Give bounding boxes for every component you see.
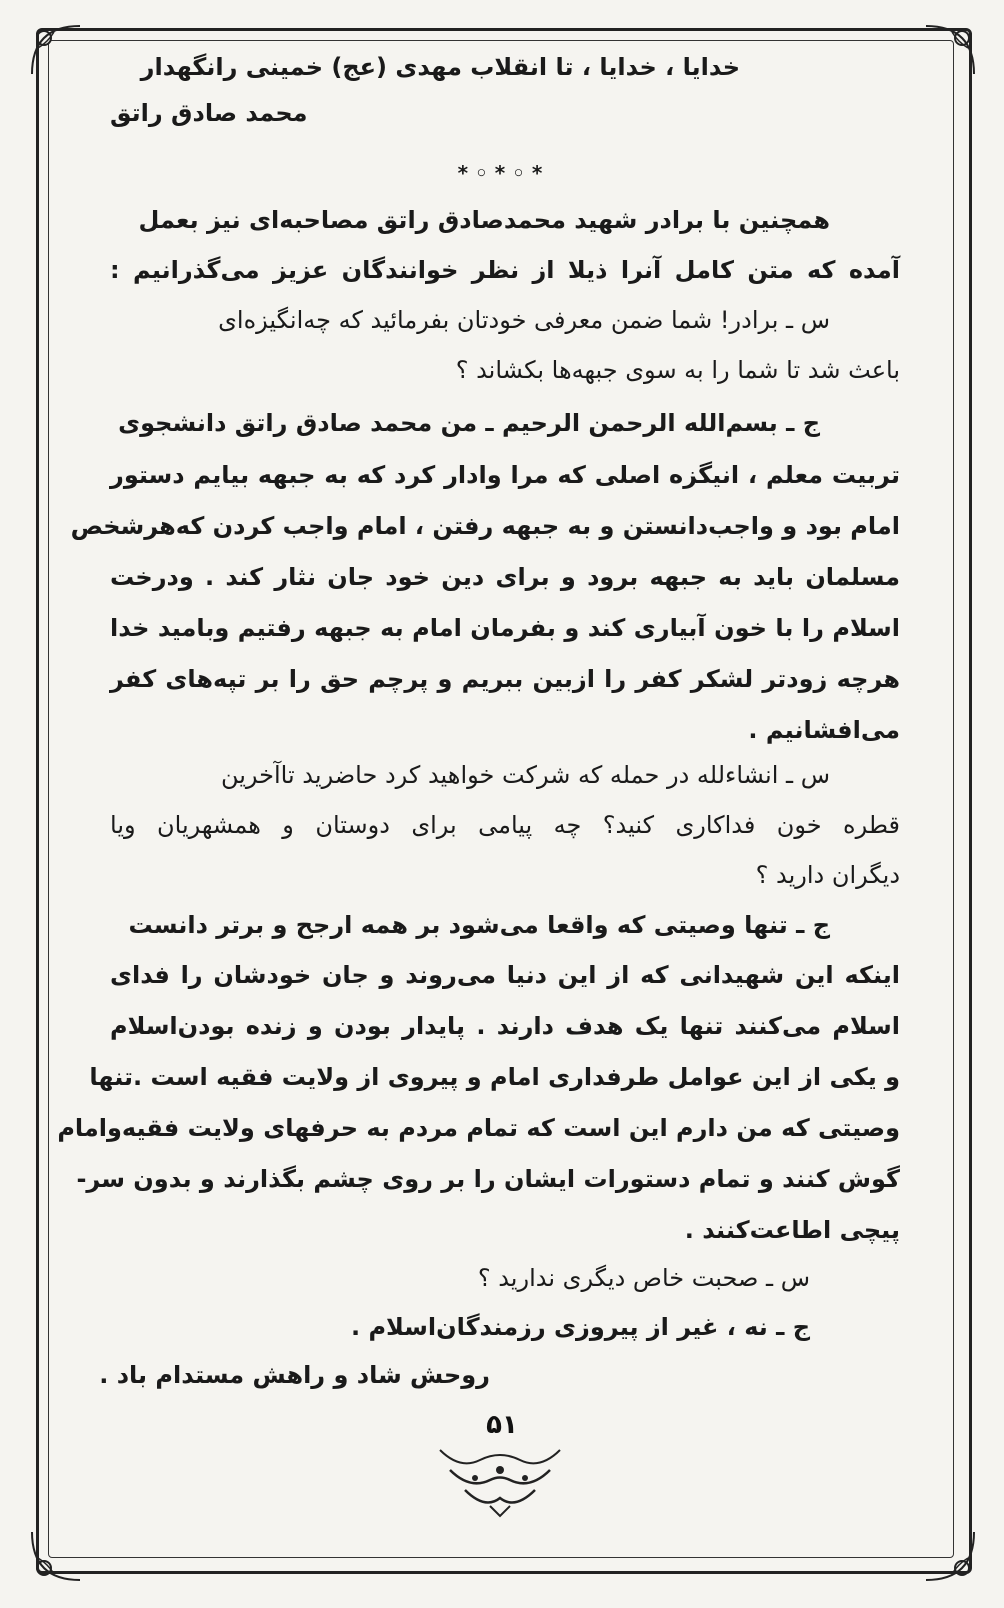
answer-line: هرچه زودتر لشکر کفر را ازبین ببریم و پرچم حق را بر تپه‌های کفر — [110, 665, 900, 693]
question-line: س ـ انشاءلله در حمله که شرکت خواهید کرد حاضرید تاآخرین — [220, 761, 830, 789]
question-line: باعث شد تا شما را به سوی جبهه‌ها بکشاند ؟ — [455, 356, 900, 384]
answer-line: امام بود و واجب‌دانستن و به جبهه رفتن ، امام واجب کردن که‌هرشخص — [70, 512, 900, 540]
signature-name: محمد صادق راتق — [110, 99, 308, 127]
answer-line: اسلام می‌کنند تنها یک هدف دارند . پایدار بودن و زنده بودن‌اسلام — [110, 1012, 900, 1040]
question-line: دیگران دارید ؟ — [755, 861, 900, 889]
bottom-ornament-icon — [420, 1440, 580, 1520]
answer-line: و یکی از این عوامل طرفداری امام و پیروی از ولایت فقیه است .تنها — [89, 1063, 900, 1091]
corner-ornament-icon — [28, 22, 84, 78]
answer-line: ج ـ نه ، غیر از پیروزی رزمندگان‌اسلام . — [350, 1313, 810, 1341]
body-line: آمده که متن کامل آنرا ذیلا از نظر خوانندگان عزیز می‌گذرانیم : — [110, 256, 900, 284]
answer-line: اینکه این شهیدانی که از این دنیا می‌روند و جان خودشان را فدای — [110, 961, 900, 989]
section-separator: * ◦ * ◦ * — [457, 161, 543, 185]
question-line: س ـ صحبت خاص دیگری ندارید ؟ — [477, 1264, 810, 1292]
answer-line: وصیتی که من دارم این است که تمام مردم به حرفهای ولایت فقیه‌وامام — [57, 1114, 900, 1142]
closing-line: روحش شاد و راهش مستدام باد . — [99, 1361, 490, 1389]
answer-line: اسلام را با خون آبیاری کند و بفرمان امام به جبهه رفتیم وبامید خدا — [110, 614, 900, 642]
answer-line: گوش کنند و تمام دستورات ایشان را بر روی چشم بگذارند و بدون سر- — [76, 1165, 900, 1193]
answer-line: ج ـ تنها وصیتی که واقعا می‌شود بر همه ارجح و برتر دانست — [128, 911, 830, 939]
opening-line: خدایا ، خدایا ، تا انقلاب مهدی (عج) خمینی رانگهدار — [140, 53, 740, 81]
answer-line: پیچی اطاعت‌کنند . — [684, 1216, 900, 1244]
answer-line: می‌افشانیم . — [748, 716, 900, 744]
question-line: قطره خون فداکاری کنید؟ چه پیامی برای دوستان و همشهریان ویا — [110, 811, 900, 839]
corner-ornament-icon — [922, 22, 978, 78]
answer-line: ج ـ بسم‌الله الرحمن الرحیم ـ من محمد صادق راتق دانشجوی — [118, 409, 820, 437]
corner-ornament-icon — [28, 1528, 84, 1584]
question-line: س ـ برادر! شما ضمن معرفی خودتان بفرمائید که چه‌انگیزه‌ای — [218, 306, 830, 334]
body-line: همچنین با برادر شهید محمدصادق راتق مصاحبه‌ای نیز بعمل — [138, 206, 830, 234]
corner-ornament-icon — [922, 1528, 978, 1584]
answer-line: تربیت معلم ، انیگزه اصلی که مرا وادار کرد که به جبهه بیایم دستور — [110, 461, 900, 489]
page-number: ۵۱ — [486, 1410, 518, 1440]
answer-line: مسلمان باید به جبهه برود و برای دین خود جان نثار کند . ودرخت — [110, 563, 900, 591]
